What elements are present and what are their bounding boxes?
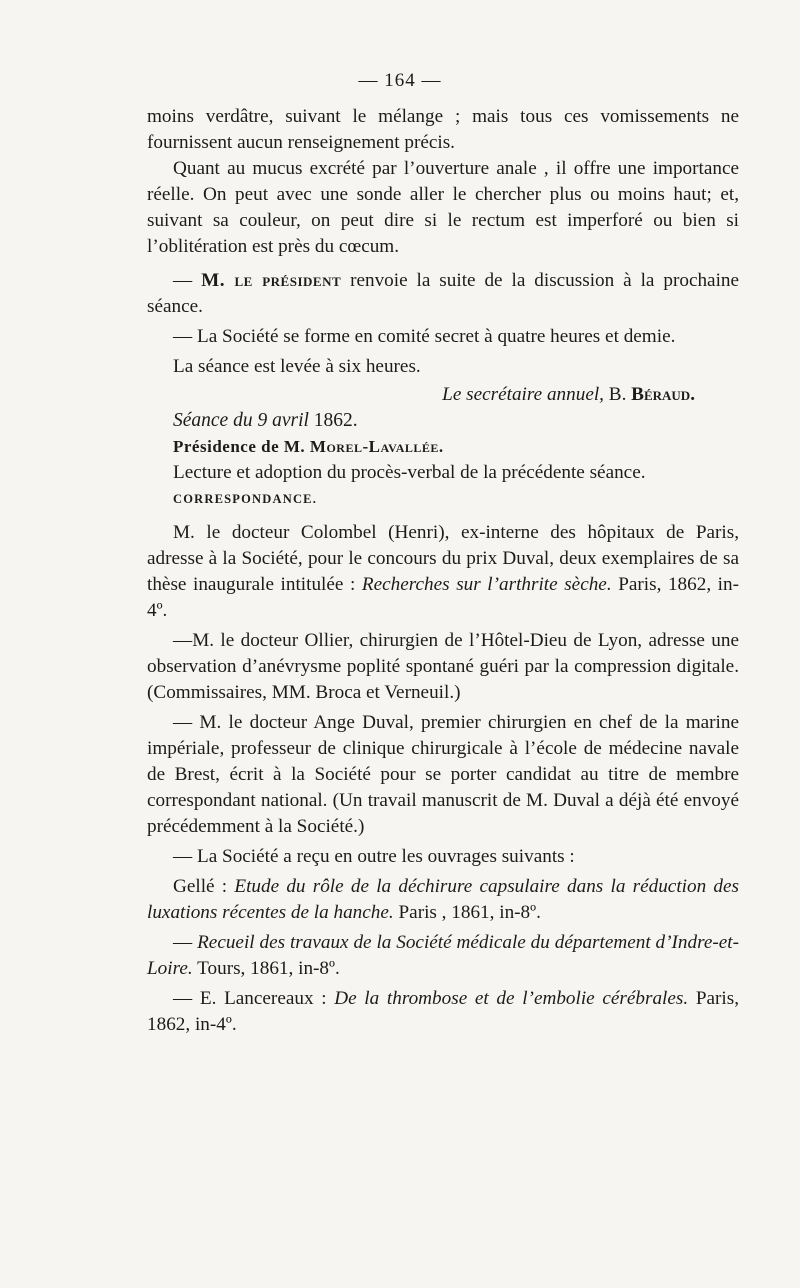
page-number: — 164 — <box>358 70 442 91</box>
paragraph-seance-levee: La séance est levée à six heures. <box>173 356 421 377</box>
recueil-tail: Tours, 1861, in-8º. <box>192 958 340 979</box>
paragraph-ollier: —M. le docteur Ollier, chirurgien de l’Hôtel-Dieu de Lyon, adresse une observation d’anévrysme poplité spontané guéri par la compression digitale. (Commissaires, MM. Broca et Verneuil.) <box>147 630 739 703</box>
paragraph-colombel <box>147 520 739 624</box>
lancereaux-tail: Paris, 1862, in-4º. <box>147 988 740 1035</box>
recueil-title: Recueil des travaux de la Société médicale du département d’Indre-et-Loire. <box>147 932 739 979</box>
signature-role: Le secrétaire annuel, <box>442 384 604 405</box>
text-column <box>147 104 739 1038</box>
seance-heading <box>147 408 739 434</box>
signature <box>147 382 739 408</box>
gelle-author: Gellé : <box>173 876 235 897</box>
colombel-tail: Paris, 1862, in-4º. <box>147 574 739 621</box>
paragraph-ouvrages: — La Société a reçu en outre les ouvrages suivants : <box>173 846 575 867</box>
colombel-title: Recherches sur l’arthrite sèche. <box>361 574 612 595</box>
paragraph-gelle <box>147 874 739 926</box>
signature-initial: B. <box>608 384 627 405</box>
presidence-heading <box>147 434 739 460</box>
lancereaux-author: — E. Lancereaux : <box>173 988 335 1009</box>
paragraph-mucus: Quant au mucus excrété par l’ouverture anale , il offre une importance réelle. On peut avec une sonde aller le chercher plus ou moins haut; et, suivant sa couleur, on peut dire si le rectum est imperforé ou bien si l’oblitération est près du cœcum. <box>147 158 739 257</box>
colombel-text: M. le docteur Colombel (Henri), ex-interne des hôpitaux de Paris, adresse à la Société, pour le concours du prix Duval, deux exemplaires de sa thèse inaugurale intitulée : <box>147 522 739 595</box>
paragraph-comite-secret: — La Société se forme en comité secret à quatre heures et demie. <box>173 326 676 347</box>
dash: — <box>173 270 202 291</box>
presidence-name: M. Morel-Lavallée. <box>283 437 444 456</box>
signature-name: Béraud. <box>631 384 695 405</box>
paragraph-duval: — M. le docteur Ange Duval, premier chirurgien en chef de la marine impériale, professeur de clinique chirurgicale à l’école de médecine navale de Brest, écrit à la Société pour se porter candidat au titre de membre correspondant national. (Un travail manuscrit de M. Duval a déjà été envoyé précédemment à la Société.) <box>147 712 739 837</box>
seance-year: 1862. <box>313 410 358 431</box>
president-text: renvoie la suite de la discussion à la prochaine séance. <box>147 270 740 317</box>
paragraph-recueil <box>147 930 739 982</box>
paragraph-president <box>147 268 739 320</box>
gelle-tail: Paris , 1861, in-8º. <box>393 902 541 923</box>
paragraph-lecture: Lecture et adoption du procès-verbal de la précédente séance. <box>173 462 646 483</box>
section-correspondance: CORRESPONDANCE. <box>173 492 318 506</box>
presidence-label: Présidence de <box>173 437 280 456</box>
paragraph-continuation: moins verdâtre, suivant le mélange ; mais tous ces vomissements ne fournissent aucun renseignement précis. <box>147 106 739 153</box>
recueil-dash: — <box>173 932 198 953</box>
gelle-title: Etude du rôle de la déchirure capsulaire dans la réduction des luxations récentes de la hanche. <box>147 876 739 923</box>
seance-label: Séance du 9 avril <box>173 410 309 431</box>
lancereaux-title: De la thrombose et de l’embolie cérébrales. <box>334 988 689 1009</box>
speaker-name: M. le président <box>201 270 342 291</box>
paragraph-lancereaux <box>147 986 739 1038</box>
